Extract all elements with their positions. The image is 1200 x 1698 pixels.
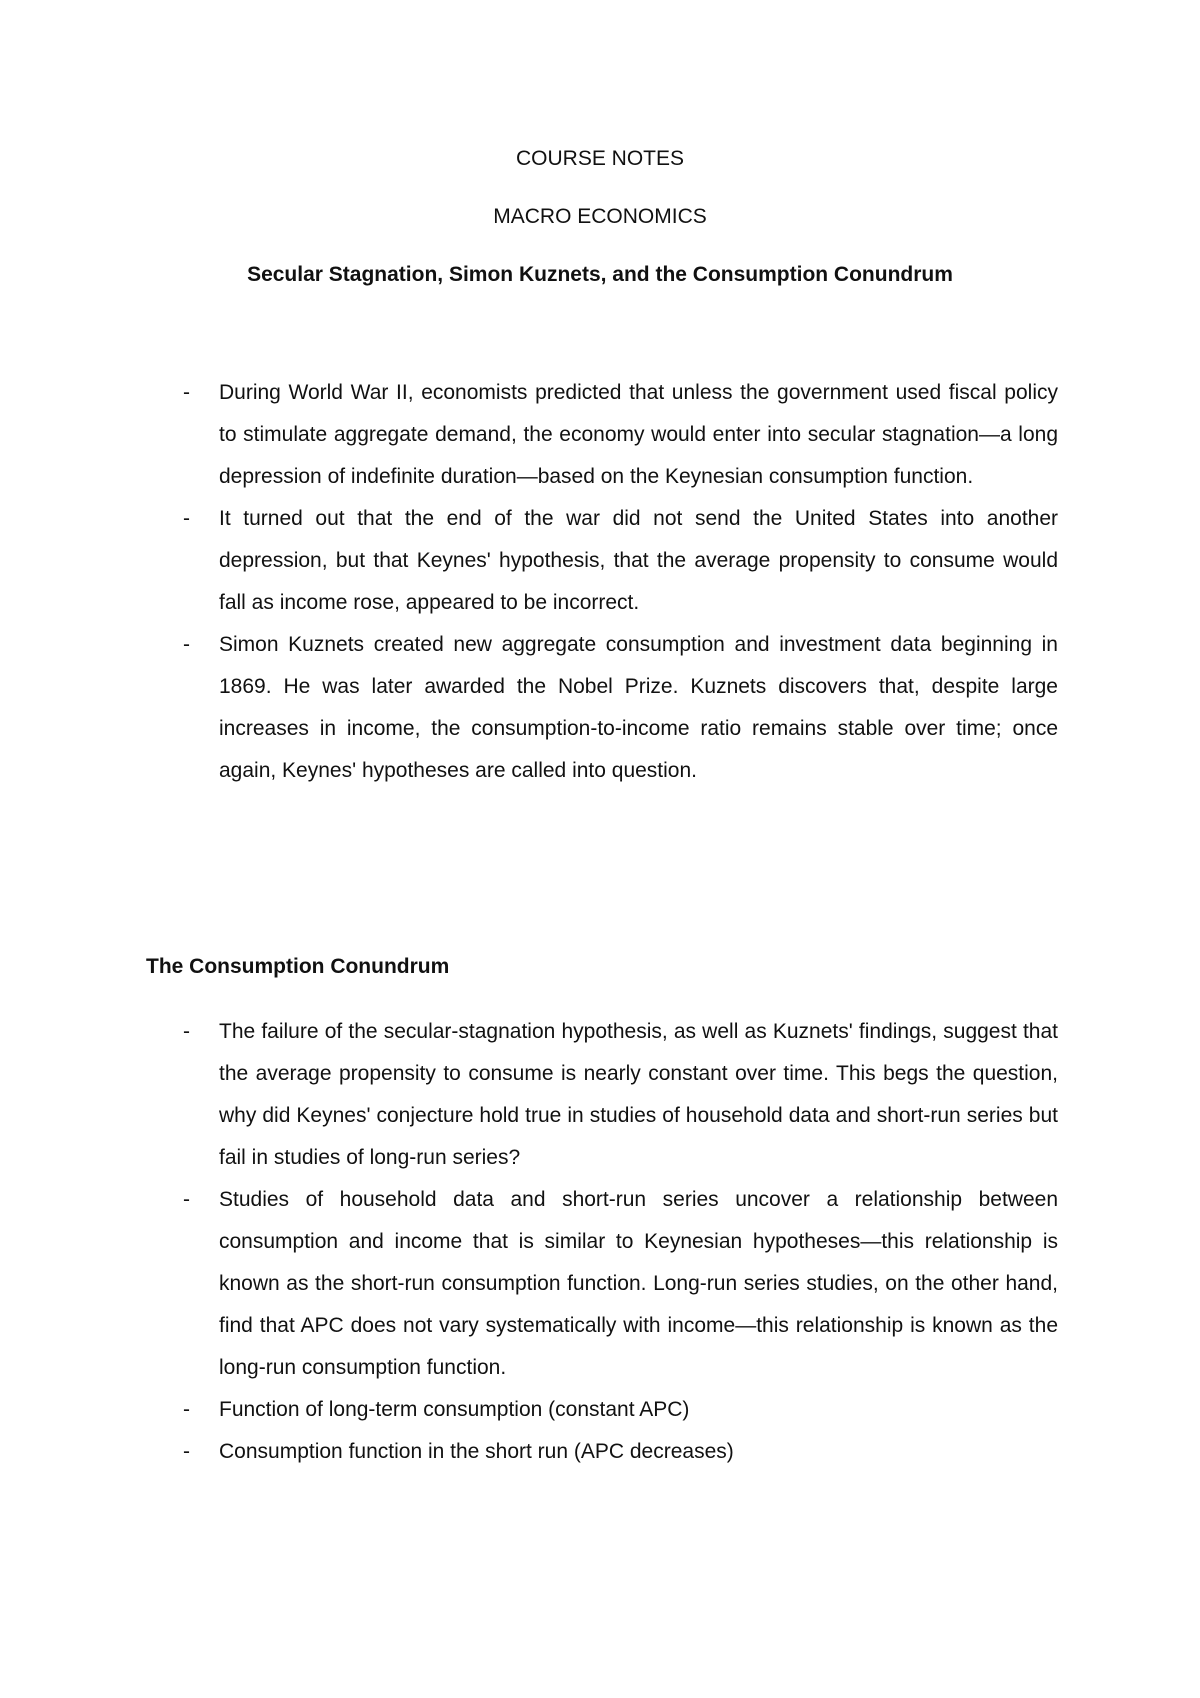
section-heading: The Consumption Conundrum (146, 955, 450, 978)
subject-title: MACRO ECONOMICS (493, 205, 707, 228)
topic-title: Secular Stagnation, Simon Kuznets, and the Consumption Conundrum (247, 263, 953, 286)
list-item (183, 1431, 1058, 1473)
bullet-dash: - (183, 381, 190, 404)
bullet-text: Studies of household data and short-run series uncover a relationship between consumption and income that is similar to Keynesian hypotheses—this relationship is known as the short-run consumption function. Long-run series studies, on the other hand, find that APC does not vary systematically with income—this relationship is known as the long-run consumption function. (219, 1188, 1058, 1379)
list-item (183, 1389, 1058, 1431)
bullet-text: Simon Kuznets created new aggregate consumption and investment data beginning in 1869. He was later awarded the Nobel Prize. Kuznets discovers that, despite large increases in income, the consumption-to-income ratio remains stable over time; once again, Keynes' hypotheses are called into question. (219, 633, 1058, 782)
section2-bullet-list (183, 1011, 1058, 1473)
list-item (183, 372, 1058, 498)
bullet-dash: - (183, 1188, 190, 1211)
list-item (183, 498, 1058, 624)
section1-bullet-list (183, 372, 1058, 792)
bullet-dash: - (183, 1020, 190, 1043)
bullet-text: Consumption function in the short run (APC decreases) (219, 1440, 734, 1463)
bullet-text: Function of long-term consumption (constant APC) (219, 1398, 690, 1421)
bullet-dash: - (183, 633, 190, 656)
bullet-dash: - (183, 1398, 190, 1421)
list-item (183, 1179, 1058, 1389)
course-notes-title: COURSE NOTES (515, 147, 685, 170)
bullet-text: During World War II, economists predicted that unless the government used fiscal policy to stimulate aggregate demand, the economy would enter into secular stagnation—a long depression of indefinite duration—based on the Keynesian consumption function. (219, 381, 1058, 488)
bullet-text: It turned out that the end of the war did not send the United States into another depression, but that Keynes' hypothesis, that the average propensity to consume would fall as income rose, appeared to be incorrect. (219, 507, 1058, 614)
bullet-dash: - (183, 1440, 190, 1463)
bullet-text: The failure of the secular-stagnation hypothesis, as well as Kuznets' findings, suggest that the average propensity to consume is nearly constant over time. This begs the question, why did Keynes' conjecture hold true in studies of household data and short-run series but fail in studies of long-run series? (219, 1020, 1058, 1169)
bullet-dash: - (183, 507, 190, 530)
list-item (183, 624, 1058, 792)
list-item (183, 1011, 1058, 1179)
